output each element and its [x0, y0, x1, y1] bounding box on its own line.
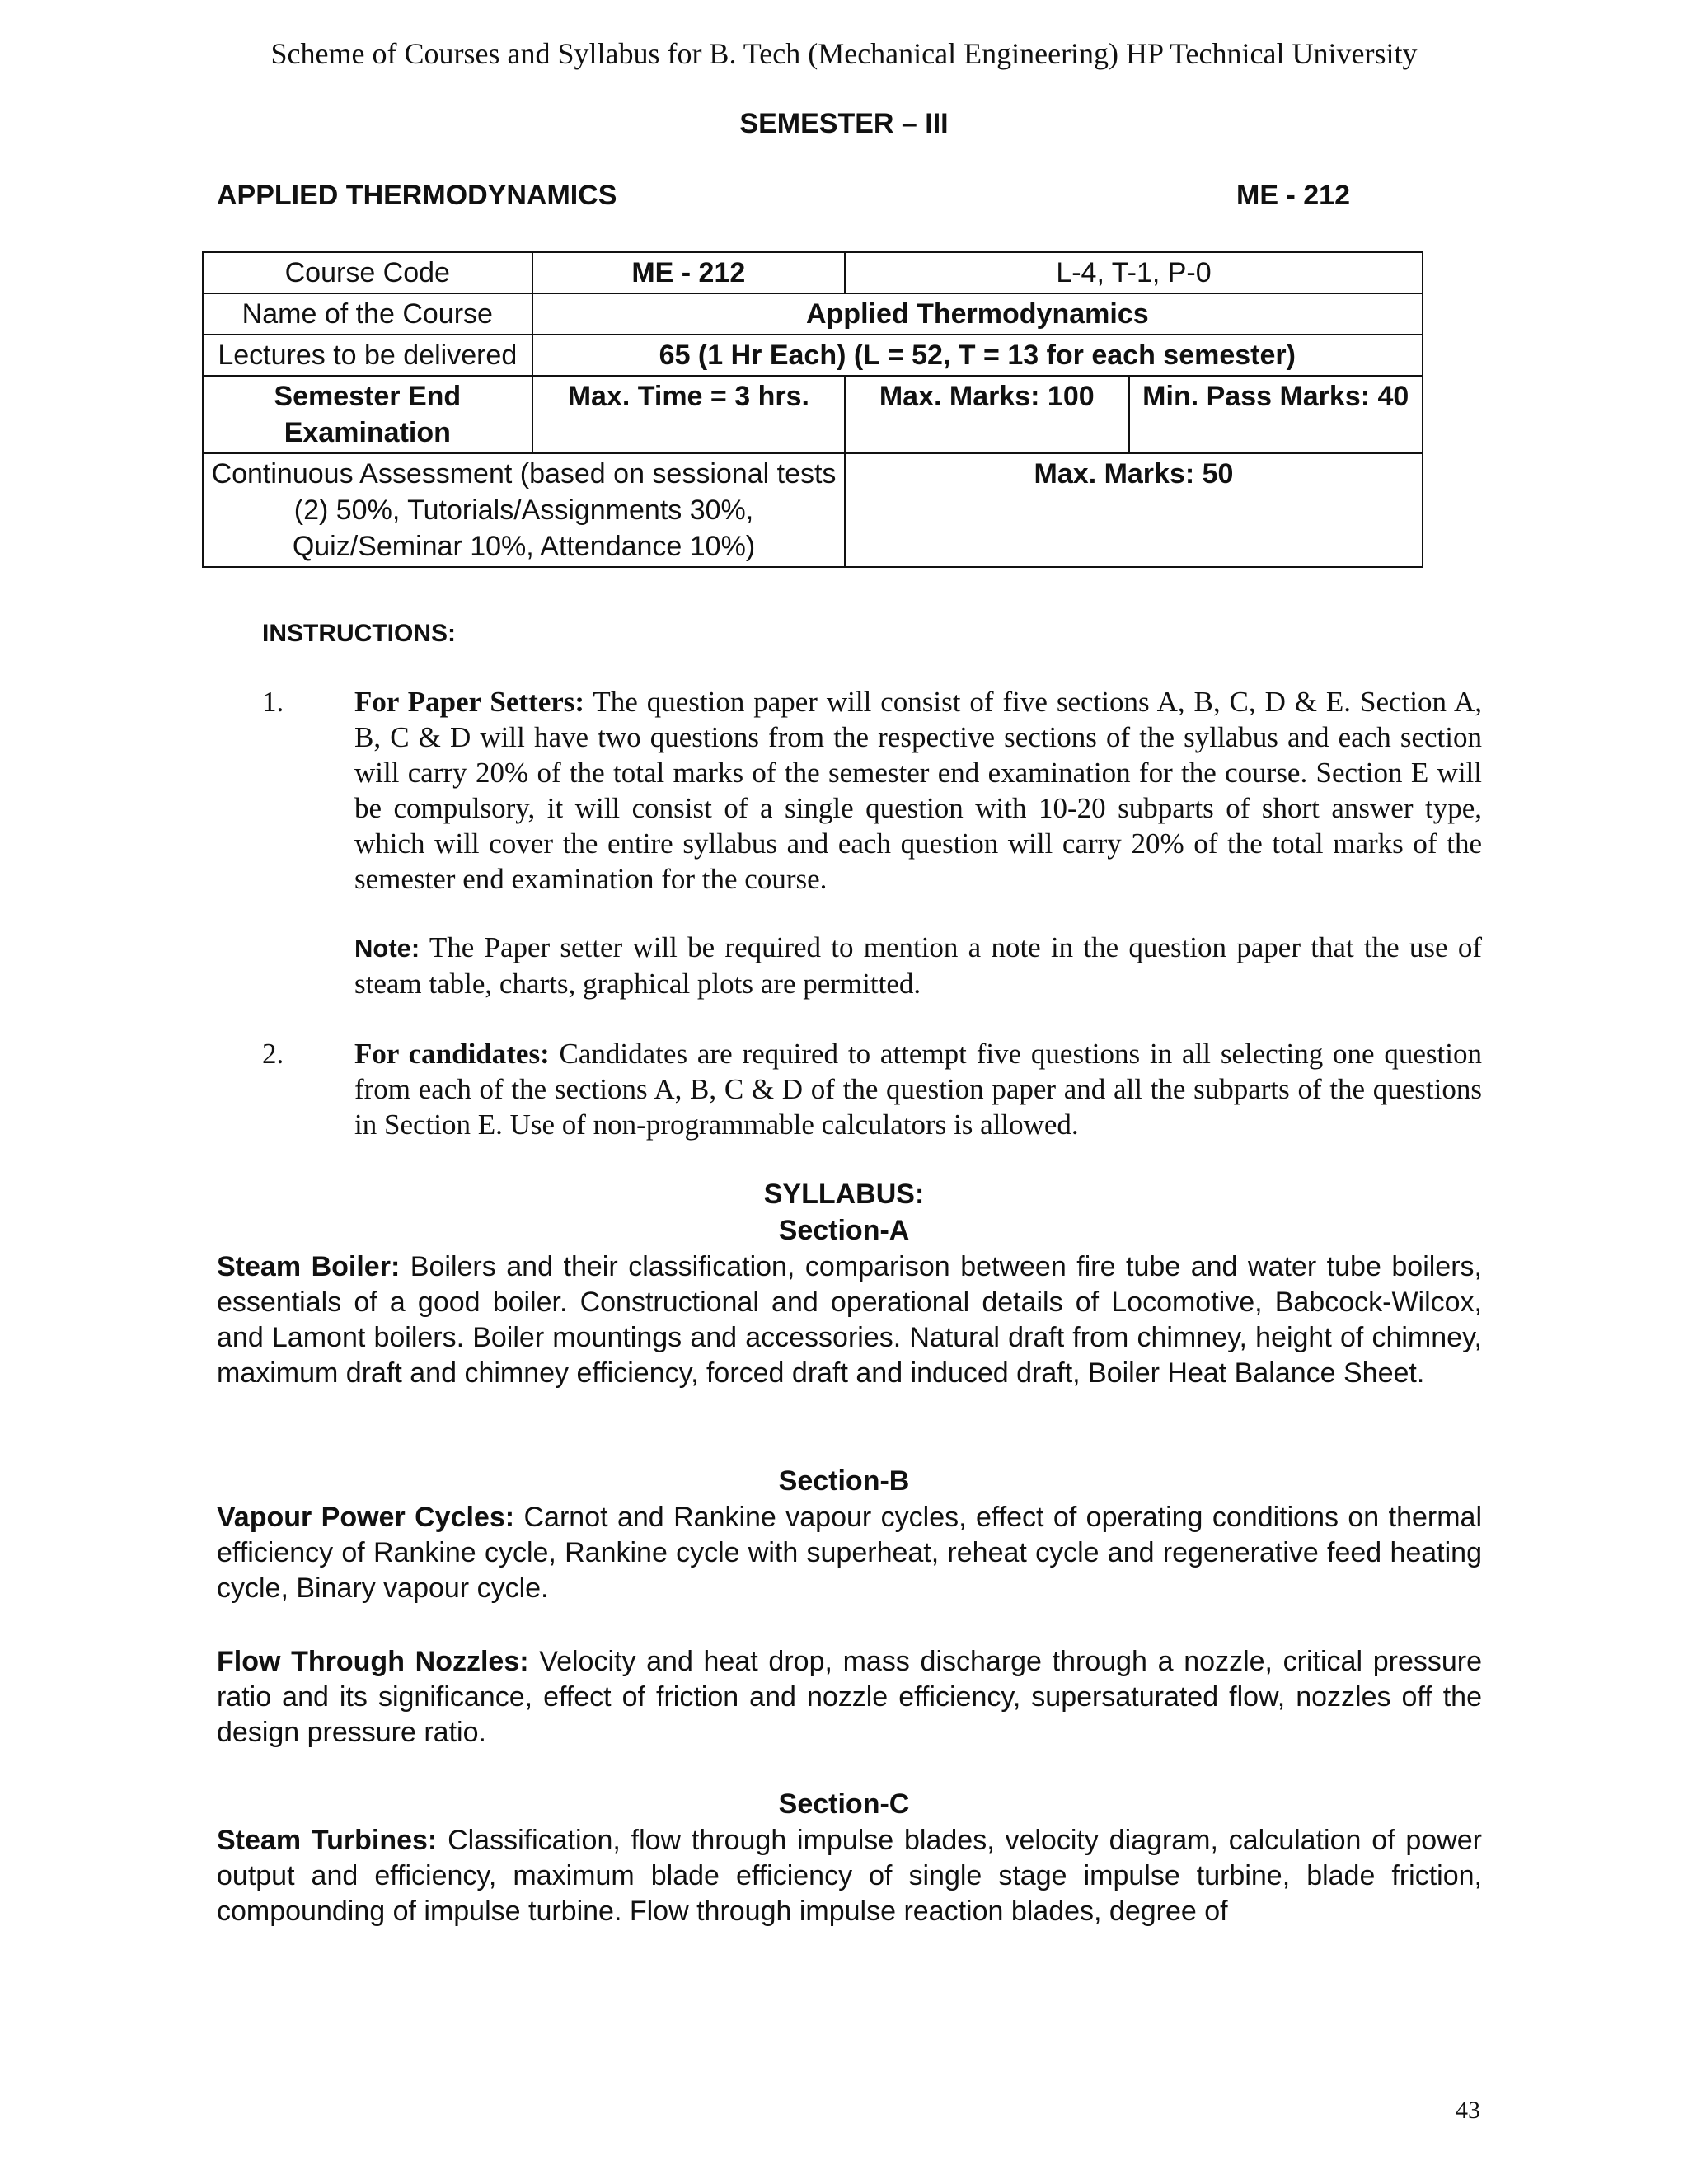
table-row — [203, 376, 1423, 453]
lectures-label: Lectures to be delivered — [203, 335, 532, 376]
instruction-body — [354, 684, 1482, 897]
section-a-paragraph — [217, 1249, 1482, 1391]
instruction-number: 2. — [262, 1038, 284, 1070]
section-a-heading: Section-A — [778, 1215, 910, 1246]
note-text: The Paper setter will be required to mention a note in the question paper that the use of steam table, charts, graphical plots are permitted. — [354, 931, 1482, 1000]
paragraph-text: Boilers and their classification, comparison between fire tube and water tube boilers, essentials of a good boiler. Constructional and operational details of Locomotive, Babcock-Wilcox, and Lamont boilers. Boiler mountings and accessories. Natural draft from chimney, height of chimney, maximum draft and chimney efficiency, forced draft and induced draft, Boiler Heat Balance Sheet. — [217, 1251, 1482, 1389]
exam-label: Semester End Examination — [203, 376, 532, 453]
max-marks: Max. Marks: 100 — [845, 376, 1129, 453]
course-title: APPLIED THERMODYNAMICS — [217, 180, 617, 211]
instruction-text: The question paper will consist of five sections A, B, C, D & E. Section A, B, C & D will have two questions from the respective sections of the syllabus and each section will carry 20% of the total marks of the semester end examination for the course. Section E will be compulsory, it will consist of a single question with 10-20 subparts of short answer type, which will cover the entire syllabus and each question will carry 20% of the total marks of the semester end examination for the course. — [354, 686, 1482, 895]
course-code-value: ME - 212 — [532, 252, 845, 293]
section-c-heading: Section-C — [778, 1788, 910, 1820]
max-time: Max. Time = 3 hrs. — [532, 376, 845, 453]
section-c-paragraph — [217, 1823, 1482, 1929]
paragraph-text: Classification, flow through impulse blades, velocity diagram, calculation of power output and efficiency, maximum blade efficiency of single stage impulse turbine, blade friction, compounding of impulse turbine. Flow through impulse reaction blades, degree of — [217, 1825, 1483, 1927]
instruction-lead: For candidates: — [354, 1038, 550, 1070]
paragraph-lead: Flow Through Nozzles: — [217, 1646, 529, 1677]
page-number: 43 — [1456, 2097, 1480, 2124]
table-row — [203, 453, 1423, 567]
table-row — [203, 252, 1423, 293]
course-code: ME - 212 — [1236, 180, 1350, 211]
continuous-assessment-label: Continuous Assessment (based on sessional tests (2) 50%, Tutorials/Assignments 30%, Quiz/Seminar 10%, Attendance 10%) — [203, 453, 845, 567]
continuous-assessment-marks: Max. Marks: 50 — [845, 453, 1423, 567]
note-body — [354, 930, 1482, 1001]
course-name-value: Applied Thermodynamics — [532, 293, 1423, 335]
semester-heading: SEMESTER – III — [739, 108, 949, 139]
paragraph-text: Velocity and heat drop, mass discharge through a nozzle, critical pressure ratio and its significance, effect of friction and nozzle efficiency, supersaturated flow, nozzles off the design pressure ratio. — [217, 1646, 1482, 1748]
instruction-lead: For Paper Setters: — [354, 686, 585, 718]
section-b-heading: Section-B — [778, 1465, 910, 1497]
section-b-paragraph-1 — [217, 1500, 1482, 1606]
instructions-title: INSTRUCTIONS: — [262, 620, 456, 647]
lectures-value: 65 (1 Hr Each) (L = 52, T = 13 for each semester) — [532, 335, 1423, 376]
course-info-table — [202, 251, 1423, 568]
instruction-number: 1. — [262, 686, 284, 718]
instruction-body — [354, 1036, 1482, 1142]
table-row — [203, 293, 1423, 335]
paragraph-text: Carnot and Rankine vapour cycles, effect of operating conditions on thermal efficiency of Rankine cycle, Rankine cycle with superheat, reheat cycle and regenerative feed heating cycle, Binary vapour cycle. — [217, 1502, 1482, 1604]
note-label: Note: — [354, 934, 420, 963]
paragraph-lead: Steam Boiler: — [217, 1251, 401, 1282]
paragraph-lead: Steam Turbines: — [217, 1825, 438, 1856]
table-row — [203, 335, 1423, 376]
course-heading — [217, 180, 1350, 212]
paragraph-lead: Vapour Power Cycles: — [217, 1502, 515, 1533]
syllabus-title: SYLLABUS: — [763, 1179, 925, 1210]
running-header: Scheme of Courses and Syllabus for B. Tech (Mechanical Engineering) HP Technical University — [270, 37, 1418, 70]
instruction-text: Candidates are required to attempt five questions in all selecting one question from each of the sections A, B, C & D of the question paper and all the subparts of the questions in Section E. Use of non-programmable calculators is allowed. — [354, 1038, 1483, 1141]
course-code-label: Course Code — [203, 252, 532, 293]
section-b-paragraph-2 — [217, 1644, 1482, 1750]
ltp-value: L-4, T-1, P-0 — [845, 252, 1423, 293]
course-name-label: Name of the Course — [203, 293, 532, 335]
min-pass-marks: Min. Pass Marks: 40 — [1129, 376, 1423, 453]
